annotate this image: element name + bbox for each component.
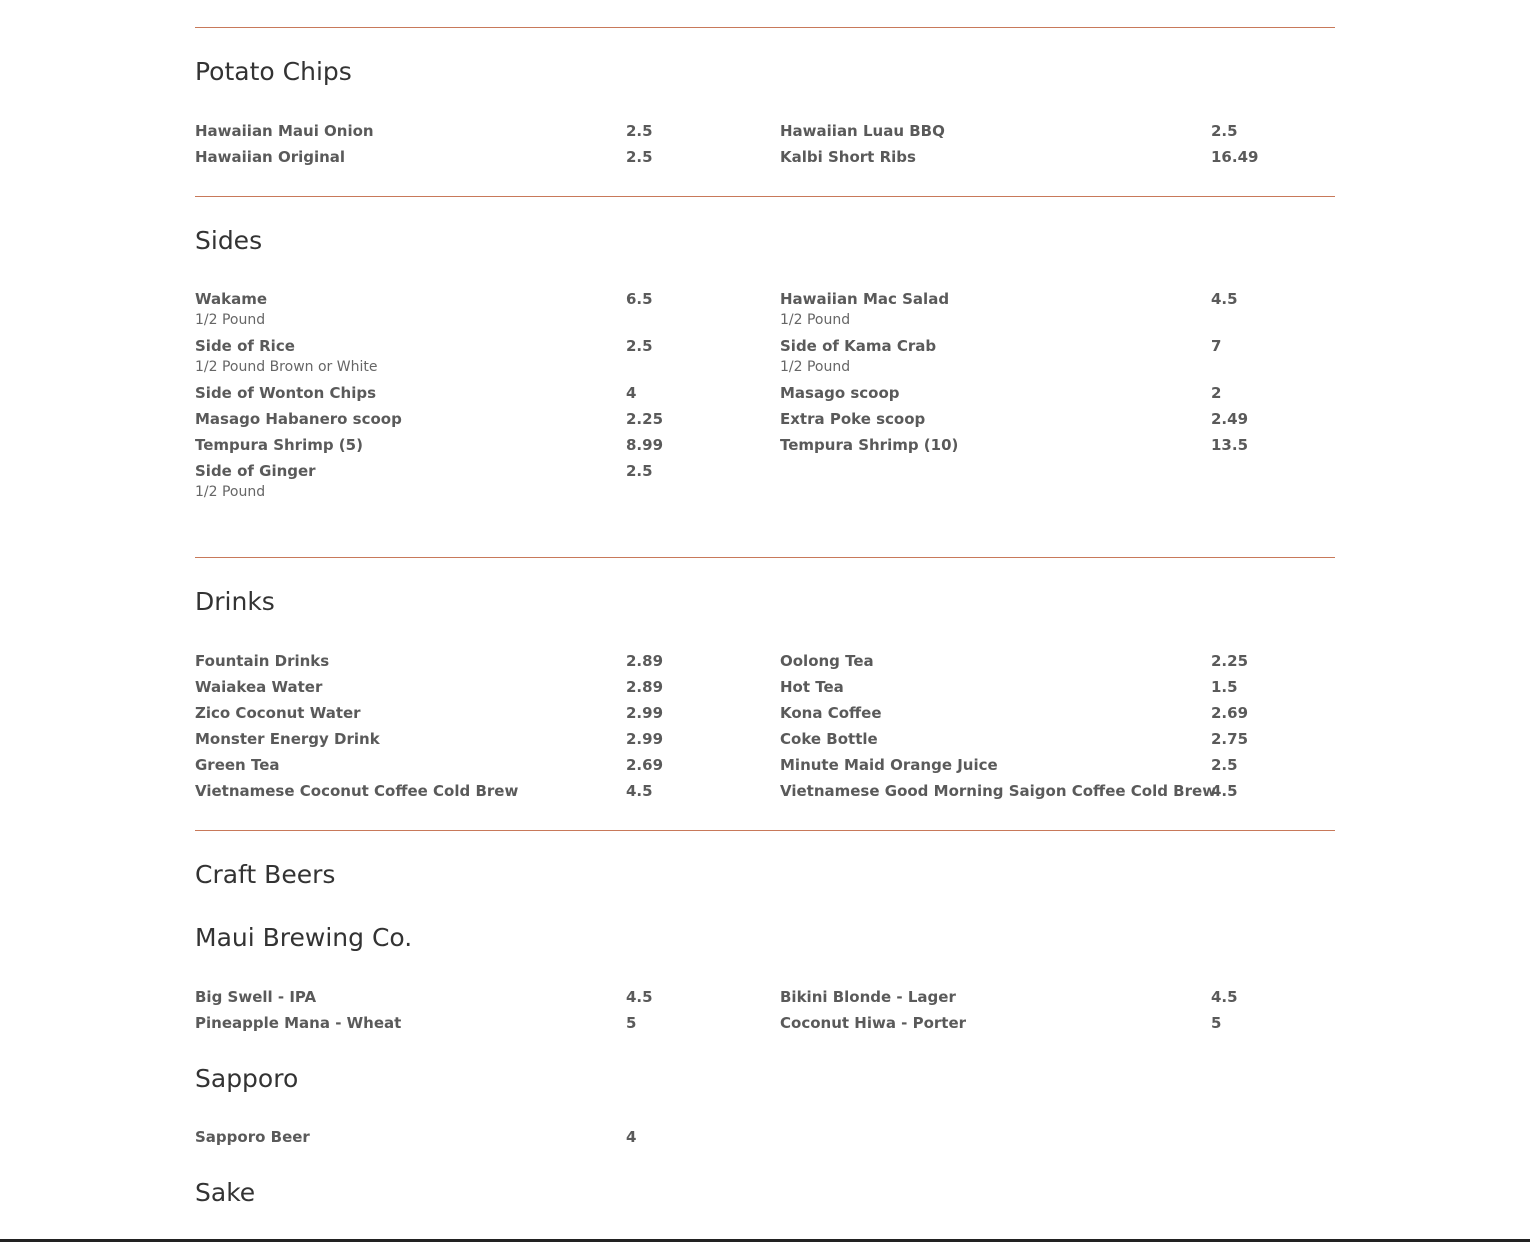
menu-item-name: Masago Habanero scoop	[195, 410, 402, 428]
menu-item-price: 16.49	[1211, 148, 1259, 166]
menu-item-price: 2.49	[1211, 410, 1249, 428]
menu-item-name: Pineapple Mana - Wheat	[195, 1014, 402, 1032]
menu-item-price: 2.69	[626, 756, 664, 774]
menu-item-name: Big Swell - IPA	[195, 988, 317, 1006]
menu-item-name: Sapporo Beer	[195, 1128, 310, 1146]
menu-item-price: 5	[626, 1014, 637, 1032]
menu-item-name: Masago scoop	[780, 384, 900, 402]
section-title-sides: Sides	[195, 226, 263, 255]
menu-item-price: 2.5	[626, 148, 653, 166]
menu-item-name: Hawaiian Mac Salad	[780, 290, 950, 308]
menu-item-price: 2.99	[626, 730, 664, 748]
menu-item-name: Side of Kama Crab	[780, 337, 937, 355]
section-divider	[195, 27, 1335, 28]
menu-item-name: Wakame	[195, 290, 268, 308]
menu-item-name: Hawaiian Original	[195, 148, 346, 166]
section-divider	[195, 196, 1335, 197]
menu-item-name: Fountain Drinks	[195, 652, 330, 670]
menu-item-name: Vietnamese Good Morning Saigon Coffee Cold Brew	[780, 782, 1217, 800]
menu-item-price: 2.89	[626, 652, 664, 670]
menu-item-description: 1/2 Pound	[195, 312, 266, 328]
menu-item-name: Tempura Shrimp (10)	[780, 436, 959, 454]
menu-item-price: 4.5	[626, 782, 653, 800]
subsection-title-maui-brewing: Maui Brewing Co.	[195, 923, 413, 952]
menu-item-name: Vietnamese Coconut Coffee Cold Brew	[195, 782, 519, 800]
menu-item-price: 2.5	[626, 122, 653, 140]
menu-item-description: 1/2 Pound Brown or White	[195, 359, 378, 375]
menu-item-price: 2.89	[626, 678, 664, 696]
menu-item-name: Waiakea Water	[195, 678, 323, 696]
menu-item-name: Kona Coffee	[780, 704, 882, 722]
menu-item-name: Monster Energy Drink	[195, 730, 380, 748]
menu-item-price: 5	[1211, 1014, 1222, 1032]
subsection-title-sake: Sake	[195, 1178, 256, 1207]
menu-item-price: 4	[626, 384, 637, 402]
menu-item-price: 2.5	[1211, 122, 1238, 140]
menu-item-description: 1/2 Pound	[780, 359, 851, 375]
menu-item-description: 1/2 Pound	[780, 312, 851, 328]
menu-item-price: 4.5	[1211, 782, 1238, 800]
menu-item-name: Hot Tea	[780, 678, 844, 696]
menu-item-name: Coconut Hiwa - Porter	[780, 1014, 967, 1032]
menu-item-price: 2.5	[1211, 756, 1238, 774]
menu-item-name: Minute Maid Orange Juice	[780, 756, 998, 774]
menu-item-price: 4.5	[1211, 988, 1238, 1006]
menu-item-name: Side of Ginger	[195, 462, 316, 480]
menu-item-name: Tempura Shrimp (5)	[195, 436, 363, 454]
menu-item-name: Zico Coconut Water	[195, 704, 361, 722]
menu-item-description: 1/2 Pound	[195, 484, 266, 500]
section-divider	[195, 557, 1335, 558]
menu-item-price: 8.99	[626, 436, 664, 454]
menu-item-name: Kalbi Short Ribs	[780, 148, 916, 166]
menu-item-price: 2.75	[1211, 730, 1249, 748]
menu-item-price: 2.25	[1211, 652, 1249, 670]
menu-item-name: Hawaiian Maui Onion	[195, 122, 374, 140]
menu-item-name: Coke Bottle	[780, 730, 878, 748]
menu-item-name: Hawaiian Luau BBQ	[780, 122, 945, 140]
menu-item-price: 13.5	[1211, 436, 1249, 454]
menu-item-name: Side of Wonton Chips	[195, 384, 376, 402]
menu-item-price: 7	[1211, 337, 1222, 355]
section-title-craft-beers: Craft Beers	[195, 860, 336, 889]
menu-item-name: Oolong Tea	[780, 652, 874, 670]
menu-item-price: 2.69	[1211, 704, 1249, 722]
section-divider	[195, 830, 1335, 831]
menu-item-name: Green Tea	[195, 756, 280, 774]
menu-item-price: 2.99	[626, 704, 664, 722]
menu-item-price: 2.5	[626, 462, 653, 480]
menu-item-price: 6.5	[626, 290, 653, 308]
menu-item-price: 4	[626, 1128, 637, 1146]
menu-item-name: Side of Rice	[195, 337, 295, 355]
section-title-drinks: Drinks	[195, 587, 275, 616]
menu-item-price: 2.5	[626, 337, 653, 355]
menu-item-price: 2.25	[626, 410, 664, 428]
menu-item-name: Extra Poke scoop	[780, 410, 926, 428]
menu-item-price: 2	[1211, 384, 1222, 402]
menu-item-price: 4.5	[1211, 290, 1238, 308]
menu-item-price: 4.5	[626, 988, 653, 1006]
menu-item-name: Bikini Blonde - Lager	[780, 988, 956, 1006]
subsection-title-sapporo: Sapporo	[195, 1064, 299, 1093]
menu-item-price: 1.5	[1211, 678, 1238, 696]
section-title-potato-chips: Potato Chips	[195, 57, 352, 86]
